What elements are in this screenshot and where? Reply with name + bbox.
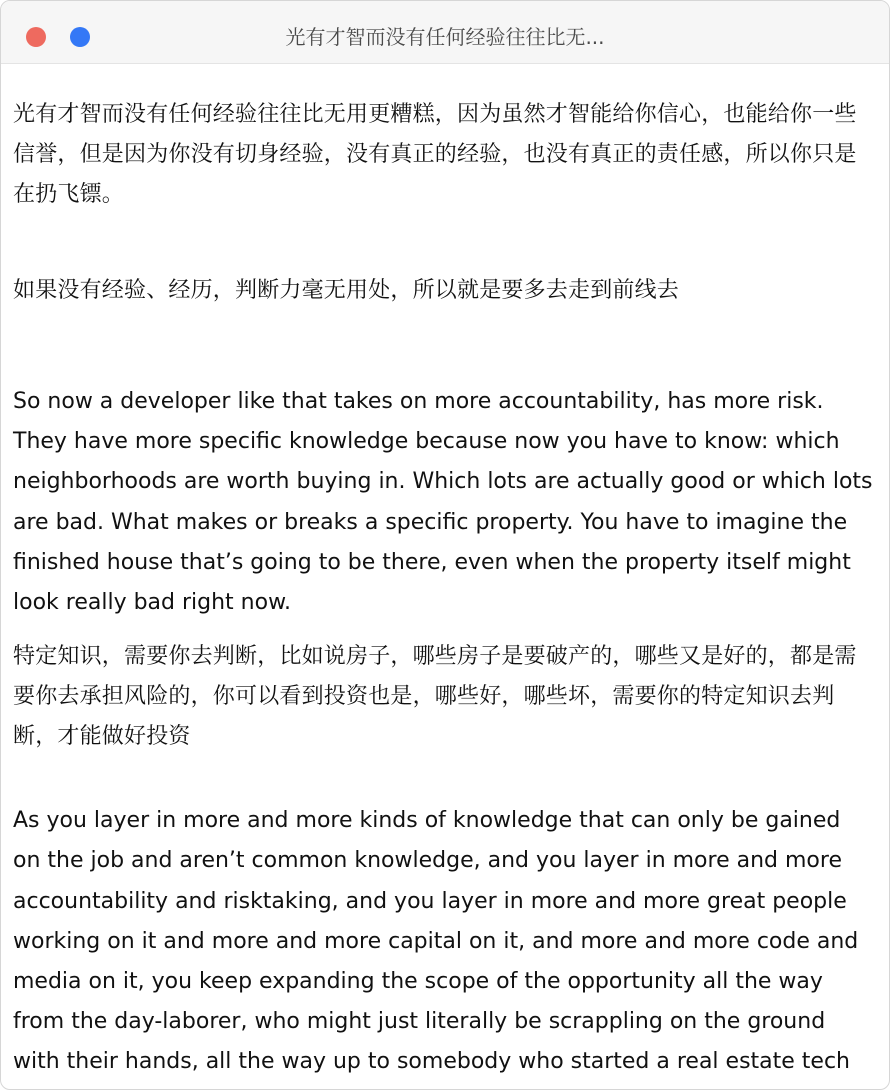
window-title: 光有才智而没有任何经验往往比无...: [285, 25, 605, 49]
paragraph-chinese-3: 特定知识，需要你去判断，比如说房子，哪些房子是要破产的，哪些又是好的，都是需要你去承担风险的，你可以看到投资也是，哪些好，哪些坏，需要你的特定知识去判断，才能做好投资: [13, 644, 857, 750]
paragraph-chinese-2: 如果没有经验、经历，判断力毫无用处，所以就是要多去走到前线去: [13, 278, 680, 303]
title-bar[interactable]: [1, 1, 889, 64]
note-body[interactable]: [13, 95, 873, 1083]
paragraph-english-2: As you layer in more and more kinds of knowledge that can only be gained on the job and aren’t common knowledge, and you layer in more and more accountability and risktaking, and you layer in more and more great people working on it and more and more capital on it, and more and more code and media on it, you keep expanding the scope of the opportunity all the way from the day-laborer, who might just literally be scrappling on the ground with their hands, all the way up to somebody who started a real estate tech: [13, 808, 859, 1075]
close-button[interactable]: [26, 27, 46, 47]
paragraph-chinese-1: 光有才智而没有任何经验往往比无用更糟糕，因为虽然才智能给你信心，也能给你一些信誉，但是因为你没有切身经验，没有真正的经验，也没有真正的责任感，所以你只是在扔飞镖。: [13, 102, 857, 207]
zoom-button[interactable]: [70, 27, 90, 47]
paragraph-english-1: So now a developer like that takes on more accountability, has more risk. They have more specific knowledge because now you have to know: which neighborhoods are worth buying in. Which lots are actually good or which lots are bad. What makes or breaks a specific property. You have to imagine the finished house that’s going to be there, even when the property itself might look really bad right now.: [13, 389, 873, 616]
